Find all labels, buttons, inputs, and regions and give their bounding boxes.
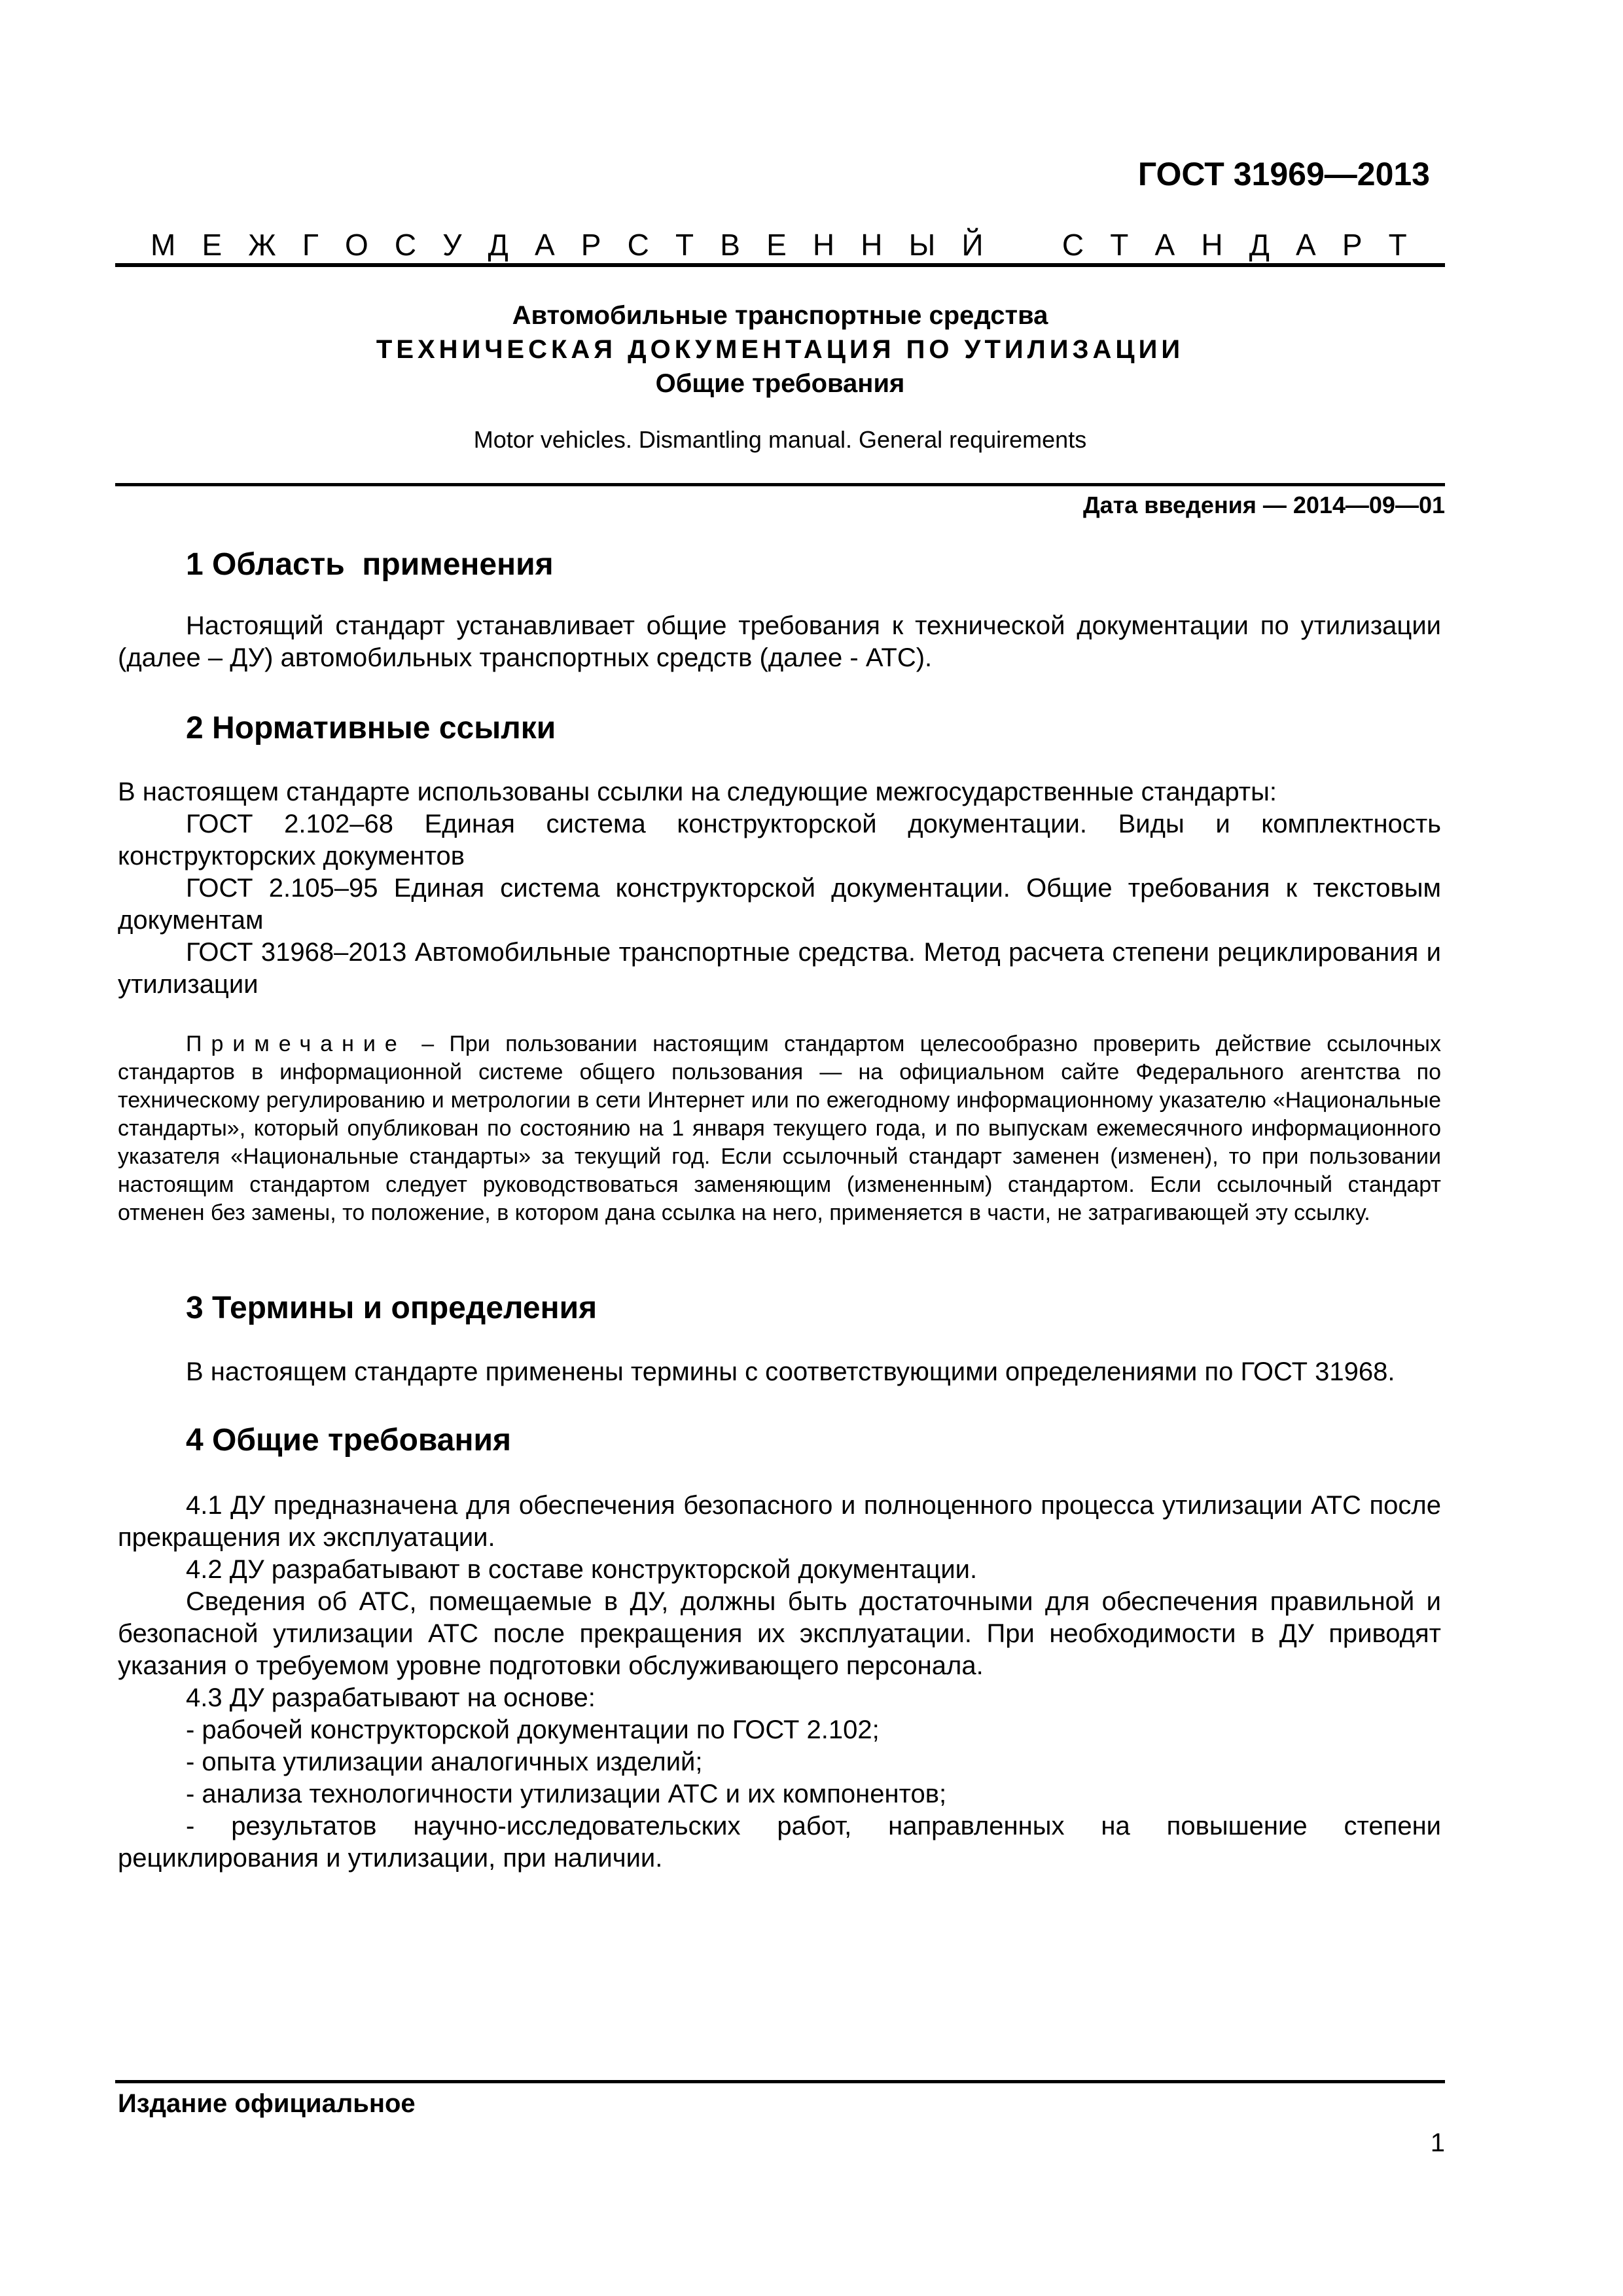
standard-type-letter: В: [720, 228, 740, 262]
header-divider: [115, 263, 1445, 267]
note-label: Примечание: [186, 1031, 406, 1056]
standard-type-letter: М: [151, 228, 176, 262]
list-item: - результатов научно-исследовательских работ, направленных на повышение степени рециклирования и утилизации, при наличии.: [118, 1812, 1441, 1873]
standard-type-letter: Т: [675, 228, 694, 262]
standard-type-letter: Е: [766, 228, 787, 262]
standard-type-letter: А: [534, 228, 555, 262]
section-references-text: [118, 776, 1441, 1001]
reference-item: ГОСТ 2.105–95 Единая система конструкторской документации. Общие требования к текстовым документам: [118, 874, 1441, 935]
standard-type-letter: А: [1154, 228, 1175, 262]
standard-type-letter: У: [442, 228, 462, 262]
standard-type-letter: С: [627, 228, 649, 262]
paragraph: В настоящем стандарте использованы ссылки на следующие межгосударственные стандарты:: [118, 778, 1277, 806]
standard-type-letter: О: [344, 228, 368, 262]
title-block: [115, 298, 1445, 401]
standard-type-letter: Д: [1249, 228, 1270, 262]
standard-type-letter: Н: [812, 228, 835, 262]
section-terms-text: [118, 1356, 1441, 1388]
page-number: 1: [1430, 2128, 1445, 2157]
section-heading-scope: 1 Область применения: [186, 547, 554, 582]
footer-divider: [115, 2080, 1445, 2083]
standard-type-letter: Н: [861, 228, 883, 262]
list-item: - рабочей конструкторской документации по ГОСТ 2.102;: [186, 1715, 880, 1744]
paragraph: Настоящий стандарт устанавливает общие требования к технической документации по утилизации (далее – ДУ) автомобильных транспортных средств (далее - АТС).: [118, 611, 1441, 672]
paragraph: Сведения об АТС, помещаемые в ДУ, должны быть достаточными для обеспечения правильной и безопасной утилизации АТС после прекращения их эксплуатации. При необходимости в ДУ приводят указания о требуемом уровне подготовки обслуживающего персонала.: [118, 1587, 1441, 1680]
section-heading-terms: 3 Термины и определения: [186, 1291, 597, 1325]
standard-type-letter: А: [1295, 228, 1316, 262]
list-item: - опыта утилизации аналогичных изделий;: [186, 1748, 703, 1776]
standard-type-letter: С: [1061, 228, 1084, 262]
standard-type-letter: Р: [580, 228, 601, 262]
standard-type-letter: Р: [1342, 228, 1363, 262]
document-code: ГОСТ 31969—2013: [1137, 156, 1430, 192]
section-heading-references: 2 Нормативные ссылки: [186, 711, 556, 745]
title-english: Motor vehicles. Dismantling manual. General requirements: [473, 426, 1087, 453]
paragraph: 4.2 ДУ разрабатывают в составе конструкторской документации.: [186, 1555, 978, 1584]
section-scope-text: [118, 610, 1441, 674]
title-main: ТЕХНИЧЕСКАЯ ДОКУМЕНТАЦИЯ ПО УТИЛИЗАЦИИ: [376, 335, 1185, 364]
paragraph: 4.1 ДУ предназначена для обеспечения безопасного и полноценного процесса утилизации АТС после прекращения их эксплуатации.: [118, 1491, 1441, 1552]
standard-type-letter: Т: [1388, 228, 1407, 262]
title-subtitle: Общие требования: [655, 369, 905, 398]
standard-type-letter: Ж: [248, 228, 276, 262]
standard-type-label: [118, 226, 1440, 263]
standard-type-letter: Т: [1110, 228, 1129, 262]
standard-type-letter: Ы: [908, 228, 936, 262]
paragraph: 4.3 ДУ разрабатывают на основе:: [186, 1683, 596, 1712]
introduction-date: Дата введения — 2014—09—01: [1082, 492, 1445, 518]
standard-type-gap: [1010, 226, 1036, 263]
standard-type-letter: Й: [961, 228, 984, 262]
title-subject: Автомобильные транспортные средства: [512, 301, 1048, 330]
standard-type-letter: Г: [302, 228, 319, 262]
standard-type-letter: Н: [1201, 228, 1223, 262]
paragraph: В настоящем стандарте применены термины с соответствующими определениями по ГОСТ 31968.: [186, 1357, 1395, 1386]
edition-label: Издание официальное: [118, 2089, 416, 2118]
title-divider: [115, 483, 1445, 486]
reference-item: ГОСТ 31968–2013 Автомобильные транспортные средства. Метод расчета степени рециклирования и утилизации: [118, 938, 1441, 999]
reference-item: ГОСТ 2.102–68 Единая система конструкторской документации. Виды и комплектность конструкторских документов: [118, 810, 1441, 870]
section-heading-general-requirements: 4 Общие требования: [186, 1423, 511, 1458]
standard-type-letter: Е: [202, 228, 223, 262]
list-item: - анализа технологичности утилизации АТС и их компонентов;: [186, 1780, 947, 1808]
standard-type-letter: С: [394, 228, 417, 262]
note-text: – При пользовании настоящим стандартом целесообразно проверить действие ссылочных стандартов в информационной системе общего пользования — на официальном сайте Федерального агентства по техническому регулированию и метрологии в сети Интернет или по ежегодному информационному указателю «Национальные стандарты», который опубликован по состоянию на 1 января текущего года, и по выпускам ежемесячного информационного указателя «Национальные стандарты» за текущий год. Если ссылочный стандарт заменен (изменен), то при пользовании настоящим стандартом следует руководствоваться заменяющим (измененным) стандартом. Если ссылочный стандарт отменен без замены, то положение, в котором дана ссылка на него, применяется в части, не затрагивающей эту ссылку.: [118, 1031, 1441, 1225]
standard-type-letter: Д: [488, 228, 508, 262]
section-general-requirements-text: [118, 1490, 1441, 1874]
references-note: [118, 1030, 1441, 1227]
